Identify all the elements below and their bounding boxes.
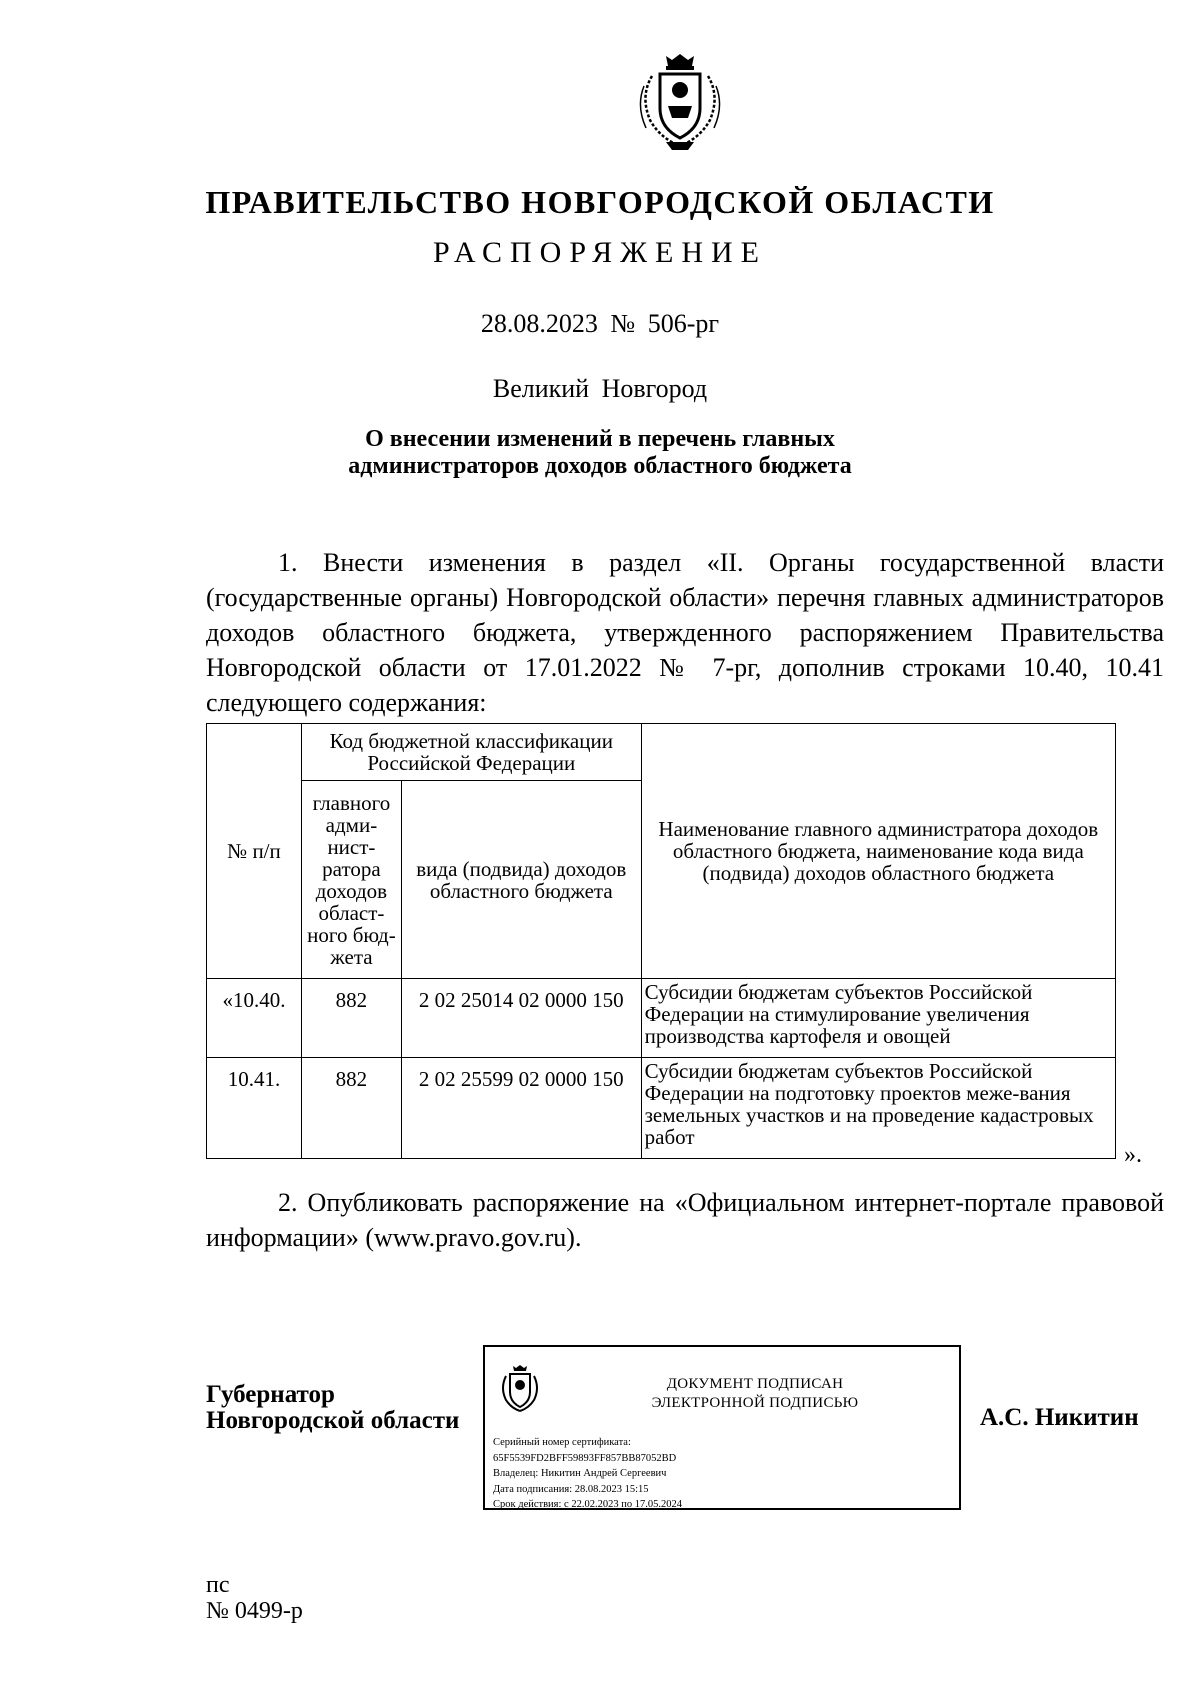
stamp-validity: Срок действия: с 22.02.2023 по 17.05.2024 bbox=[493, 1499, 682, 1510]
row-name: Субсидии бюджетам субъектов Российской Федерации на подготовку проектов меже-вания земельных участков и на проведение кадастровых работ bbox=[641, 1058, 1115, 1159]
row-number: «10.40. bbox=[207, 979, 302, 1058]
budget-table bbox=[206, 723, 1116, 1159]
coat-of-arms-emblem bbox=[630, 46, 730, 154]
stamp-emblem-icon bbox=[495, 1361, 545, 1415]
closing-quote: ». bbox=[1124, 1142, 1142, 1168]
organization-title: ПРАВИТЕЛЬСТВО НОВГОРОДСКОЙ ОБЛАСТИ bbox=[205, 184, 995, 220]
governor-title bbox=[206, 1382, 459, 1434]
row-admin-code: 882 bbox=[301, 1058, 401, 1159]
table-row bbox=[207, 979, 1116, 1058]
signer-name: А.С. Никитин bbox=[980, 1404, 1139, 1431]
header-admin-name: Наименование главного администратора доходов областного бюджета, наименование кода вида (подвида) доходов областного бюджета bbox=[641, 724, 1115, 979]
subject-line-2: администраторов доходов областного бюджета bbox=[348, 453, 852, 479]
footer-index bbox=[206, 1572, 303, 1624]
table-header-row bbox=[207, 724, 1116, 781]
table-row bbox=[207, 1058, 1116, 1159]
header-number: № п/п bbox=[207, 724, 302, 979]
row-number: 10.41. bbox=[207, 1058, 302, 1159]
row-kind-code: 2 02 25014 02 0000 150 bbox=[401, 979, 641, 1058]
document-type: РАСПОРЯЖЕНИЕ bbox=[432, 236, 768, 269]
governor-title-line-1: Губернатор bbox=[206, 1381, 335, 1408]
stamp-heading bbox=[570, 1375, 940, 1413]
row-kind-code: 2 02 25599 02 0000 150 bbox=[401, 1058, 641, 1159]
electronic-signature-stamp bbox=[483, 1345, 961, 1510]
stamp-details bbox=[493, 1435, 682, 1513]
header-income-kind: вида (подвида) доходов областного бюджета bbox=[401, 781, 641, 979]
stamp-signed-date: Дата подписания: 28.08.2023 15:15 bbox=[493, 1483, 649, 1495]
row-admin-code: 882 bbox=[301, 979, 401, 1058]
footer-line-1: пс bbox=[206, 1572, 230, 1598]
stamp-heading-line-1: ДОКУМЕНТ ПОДПИСАН bbox=[666, 1376, 844, 1392]
stamp-owner: Владелец: Никитин Андрей Сергеевич bbox=[493, 1468, 667, 1479]
subject-line-1: О внесении изменений в перечень главных bbox=[365, 426, 835, 452]
footer-line-2: № 0499-р bbox=[206, 1598, 303, 1624]
header-classification-group: Код бюджетной классификации Российской Федерации bbox=[301, 724, 641, 781]
header-admin-code: главного адми-нист-ратора доходов област-ного бюд-жета bbox=[301, 781, 401, 979]
document-city: Великий Новгород bbox=[492, 374, 708, 403]
row-name: Субсидии бюджетам субъектов Российской Федерации на стимулирование увеличения производства картофеля и овощей bbox=[641, 979, 1115, 1058]
stamp-serial-label: Серийный номер сертификата: bbox=[493, 1437, 631, 1448]
paragraph-2: 2. Опубликовать распоряжение на «Официальном интернет-портале правовой информации» (www.pravo.gov.ru). bbox=[206, 1188, 1164, 1252]
stamp-heading-line-2: ЭЛЕКТРОННОЙ ПОДПИСЬЮ bbox=[651, 1395, 859, 1411]
document-date-number: 28.08.2023 № 506-рг bbox=[480, 309, 720, 338]
paragraph-1: 1. Внести изменения в раздел «II. Органы государственной власти (государственные органы) Новгородской области» перечня главных администраторов доходов областного бюджета, утвержденного распоряжением Правительства Новгородской области от 17.01.2022 № 7-рг, дополнив строками 10.40, 10.41 следующего содержания: bbox=[206, 548, 1164, 717]
stamp-serial: 65F5539FD2BFF59893FF857BB87052BD bbox=[493, 1452, 677, 1464]
document-subject bbox=[0, 426, 1200, 480]
governor-title-line-2: Новгородской области bbox=[206, 1407, 460, 1434]
